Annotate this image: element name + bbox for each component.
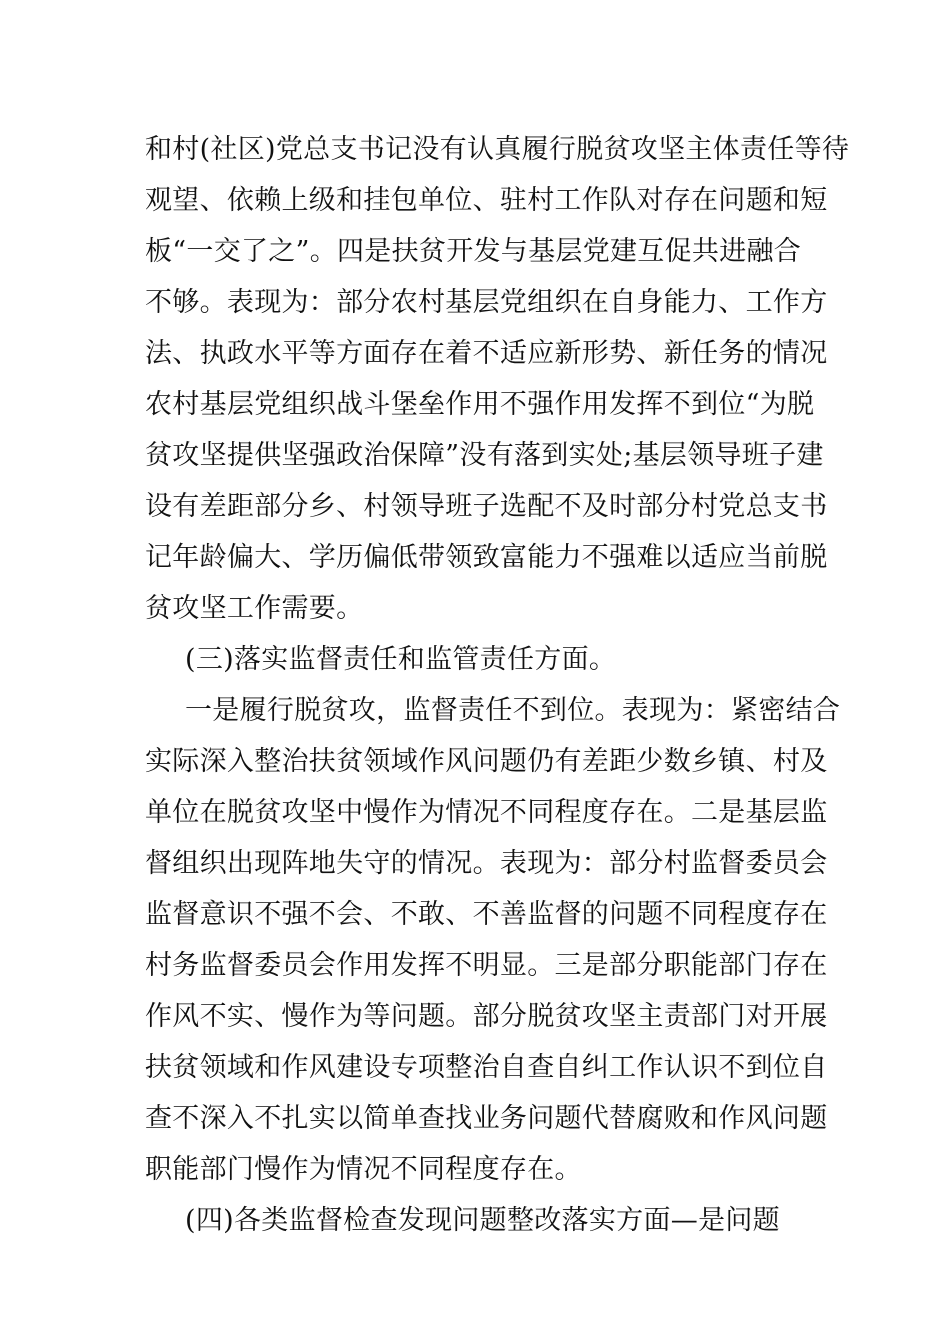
text-line: 法、执政水平等方面存在着不适应新形势、新任务的情况	[145, 338, 828, 369]
section-heading: (三)落实监督责任和监管责任方面。	[185, 644, 617, 675]
text-line: 不够。表现为：部分农村基层党组织在自身能力、工作方	[145, 287, 828, 318]
text-line: 贫攻坚提供坚强政治保障”没有落到实处;基层领导班子建	[145, 440, 824, 471]
text-line: 职能部门慢作为情况不同程度存在。	[145, 1154, 582, 1185]
text-line: 查不深入不扎实以简单查找业务问题代替腐败和作风问题	[145, 1103, 828, 1134]
text-line: 一是履行脱贫攻，监督责任不到位。表现为：紧密结合	[185, 695, 841, 726]
text-line: 扶贫领域和作风建设专项整治自查自纠工作认识不到位自	[145, 1052, 828, 1083]
text-line: 记年龄偏大、学历偏低带领致富能力不强难以适应当前脱	[145, 542, 828, 573]
text-line: 农村基层党组织战斗堡垒作用不强作用发挥不到位“为脱	[145, 389, 815, 420]
text-line: 设有差距部分乡、村领导班子选配不及时部分村党总支书	[145, 491, 828, 522]
text-line: 监督意识不强不会、不敢、不善监督的问题不同程度存在	[145, 899, 828, 930]
text-line: 贫攻坚工作需要。	[145, 593, 364, 624]
text-line: 实际深入整治扶贫领域作风问题仍有差距少数乡镇、村及	[145, 746, 828, 777]
section-heading: (四)各类监督检查发现问题整改落实方面—是问题	[185, 1205, 780, 1236]
text-line: 村务监督委员会作用发挥不明显。三是部分职能部门存在	[145, 950, 828, 981]
text-line: 和村(社区)党总支书记没有认真履行脱贫攻坚主体责任等待	[145, 134, 850, 165]
text-line: 单位在脱贫攻坚中慢作为情况不同程度存在。二是基层监	[145, 797, 828, 828]
text-line: 板“一交了之”。四是扶贫开发与基层党建互促共进融合	[145, 236, 802, 267]
text-line: 作风不实、慢作为等问题。部分脱贫攻坚主责部门对开展	[145, 1001, 828, 1032]
text-line: 督组织出现阵地失守的情况。表现为：部分村监督委员会	[145, 848, 828, 879]
text-line: 观望、依赖上级和挂包单位、驻村工作队对存在问题和短	[145, 185, 828, 216]
